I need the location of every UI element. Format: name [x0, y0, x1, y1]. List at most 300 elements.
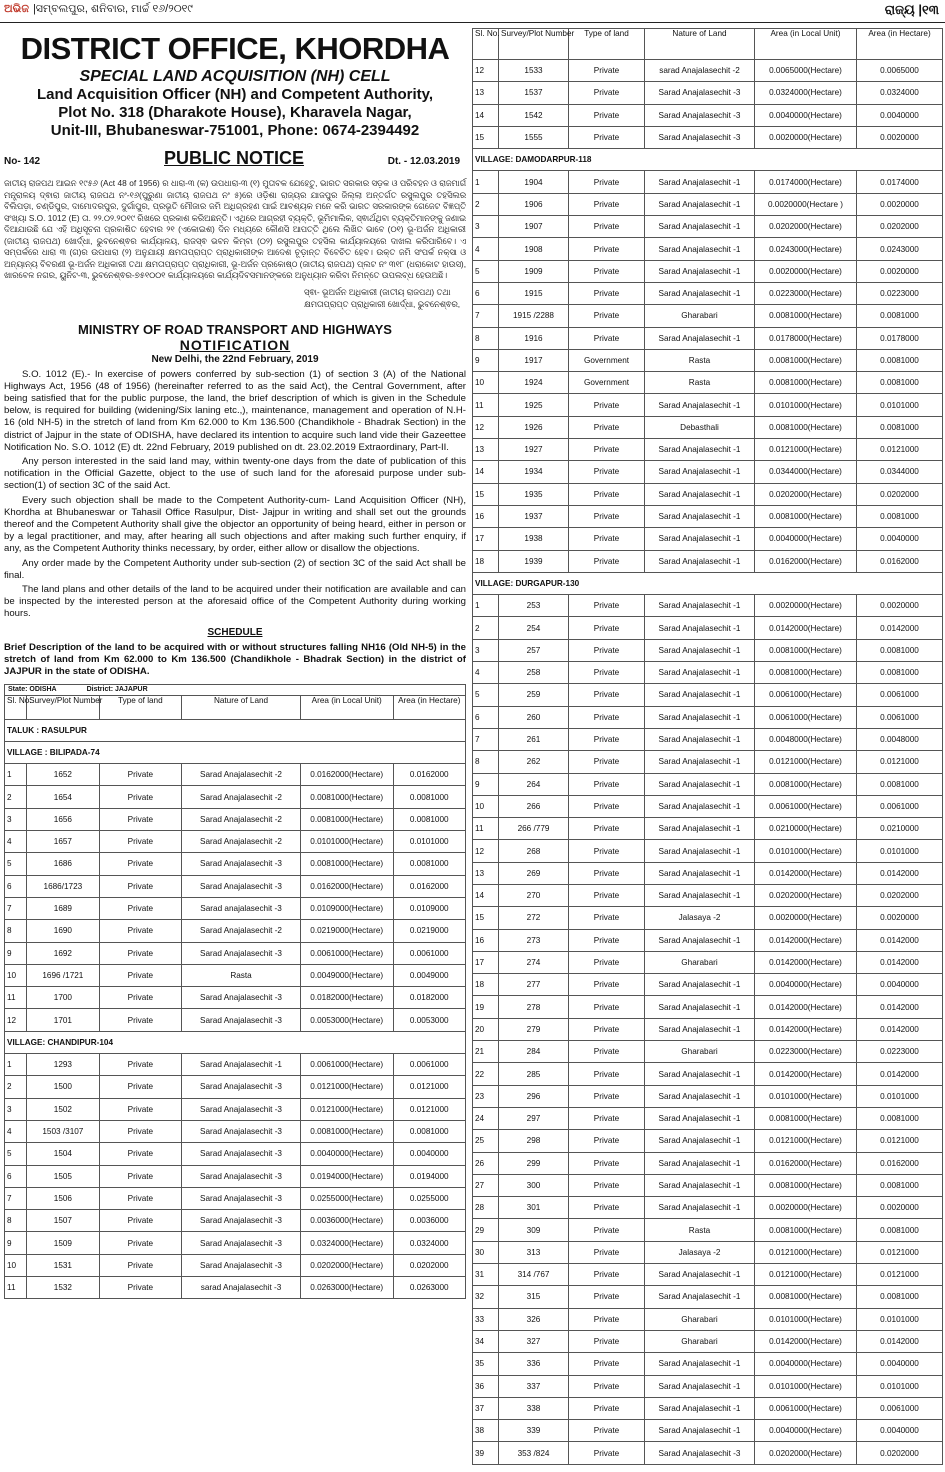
cell-type-of-land: Private [99, 1120, 182, 1142]
cell-area-hectare: 0.0061000 [857, 795, 943, 817]
cell-nature-of-land: Sarad Anajalasechit -1 [645, 818, 755, 840]
cell-nature-of-land: Sarad Anajalasechit -1 [645, 439, 755, 461]
cell-area-local: 0.0081000(Hectare) [755, 349, 857, 371]
cell-nature-of-land: Sarad Anajalasechit -1 [645, 1197, 755, 1219]
table-row [473, 907, 943, 929]
cell-nature-of-land: Gharabari [645, 305, 755, 327]
cell-area-hectare: 0.0081000 [857, 1219, 943, 1241]
table-row [473, 840, 943, 862]
table-row [473, 1264, 943, 1286]
cell-area-hectare: 0.0081000 [857, 416, 943, 438]
cell-type-of-land: Private [569, 82, 645, 104]
cell-type-of-land: Government [569, 349, 645, 371]
cell-sl-no: 31 [473, 1264, 499, 1286]
cell-area-hectare: 0.0324000 [393, 1232, 466, 1254]
cell-sl-no: 9 [5, 1232, 27, 1254]
table-row [473, 1085, 943, 1107]
cell-nature-of-land: Sarad Anajalasechit -3 [182, 1187, 301, 1209]
table-row [473, 238, 943, 260]
cell-survey-plot: 1506 [27, 1187, 99, 1209]
cell-nature-of-land: Sarad Anajalasechit -1 [645, 461, 755, 483]
cell-area-local: 0.0223000(Hectare) [755, 282, 857, 304]
cell-area-hectare: 0.0142000 [857, 1330, 943, 1352]
cell-sl-no: 1 [5, 1054, 27, 1076]
cell-sl-no: 19 [473, 996, 499, 1018]
cell-nature-of-land: Sarad Anajalasechit -3 [182, 1098, 301, 1120]
cell-area-hectare: 0.0121000 [857, 1264, 943, 1286]
cell-nature-of-land: Gharabari [645, 1330, 755, 1352]
cell-area-local: 0.0040000(Hectare) [300, 1143, 393, 1165]
cell-area-hectare: 0.0121000 [393, 1076, 466, 1098]
header-type-of-land: Type of land [99, 695, 182, 719]
cell-area-hectare: 0.0053000 [393, 1009, 466, 1031]
cell-nature-of-land: Sarad Anajalasechit -3 [182, 1009, 301, 1031]
cell-type-of-land: Private [569, 706, 645, 728]
cell-area-hectare: 0.0202000 [857, 1442, 943, 1464]
cell-type-of-land: Private [569, 929, 645, 951]
state-label: State: ODISHA [8, 685, 57, 693]
cell-area-hectare: 0.0081000 [857, 1286, 943, 1308]
cell-survey-plot: 1654 [27, 786, 99, 808]
cell-nature-of-land: Sarad Anajalasechit -1 [645, 684, 755, 706]
cell-nature-of-land: Sarad Anajalasechit -1 [645, 884, 755, 906]
cell-nature-of-land: Sarad Anajalasechit -2 [182, 808, 301, 830]
cell-nature-of-land: Sarad Anajalasechit -1 [645, 639, 755, 661]
table-row [5, 1187, 466, 1209]
cell-area-hectare: 0.0324000 [857, 82, 943, 104]
cell-survey-plot: 337 [499, 1375, 569, 1397]
cell-type-of-land: Private [569, 1018, 645, 1040]
cell-area-hectare: 0.0020000 [857, 595, 943, 617]
cell-nature-of-land: Sarad Anajalasechit -3 [645, 104, 755, 126]
cell-nature-of-land: Sarad Anajalasechit -2 [182, 764, 301, 786]
cell-nature-of-land: Sarad Anajalasechit -3 [645, 1442, 755, 1464]
cell-sl-no: 5 [473, 260, 499, 282]
cell-type-of-land: Private [99, 1143, 182, 1165]
schedule-table-right [472, 28, 943, 1465]
cell-type-of-land: Private [569, 461, 645, 483]
cell-type-of-land: Private [569, 684, 645, 706]
cell-area-local: 0.0081000(Hectare) [300, 786, 393, 808]
cell-survey-plot: 1939 [499, 550, 569, 572]
cell-area-local: 0.0210000(Hectare) [755, 818, 857, 840]
cell-nature-of-land: Sarad Anajalasechit -3 [182, 1210, 301, 1232]
cell-area-local: 0.0202000(Hectare) [300, 1254, 393, 1276]
cell-area-local: 0.0223000(Hectare) [755, 1041, 857, 1063]
table-row [5, 920, 466, 942]
cell-survey-plot: 1652 [27, 764, 99, 786]
village-label: VILLAGE: DAMODARPUR-118 [473, 149, 943, 171]
cell-nature-of-land: Sarad Anajalasechit -3 [182, 853, 301, 875]
cell-nature-of-land: Sarad Anajalasechit -3 [645, 126, 755, 148]
cell-area-hectare: 0.0162000 [393, 875, 466, 897]
cell-area-local: 0.0061000(Hectare) [755, 706, 857, 728]
cell-area-hectare: 0.0081000 [857, 505, 943, 527]
table-row [473, 862, 943, 884]
cell-sl-no: 4 [5, 831, 27, 853]
cell-area-hectare: 0.0121000 [857, 439, 943, 461]
cell-area-local: 0.0061000(Hectare) [755, 795, 857, 817]
cell-type-of-land: Private [99, 831, 182, 853]
cell-nature-of-land: Sarad Anajalasechit -1 [645, 1397, 755, 1419]
cell-type-of-land: Private [569, 104, 645, 126]
cell-area-hectare: 0.0223000 [857, 1041, 943, 1063]
cell-area-local: 0.0243000(Hectare) [755, 238, 857, 260]
table-row [473, 327, 943, 349]
cell-survey-plot: 1909 [499, 260, 569, 282]
table-row [5, 1009, 466, 1031]
cell-nature-of-land: Sarad Anajalasechit -1 [645, 193, 755, 215]
cell-survey-plot: 1686/1723 [27, 875, 99, 897]
table-row [5, 1098, 466, 1120]
cell-survey-plot: 266 /779 [499, 818, 569, 840]
cell-type-of-land: Private [569, 1063, 645, 1085]
cell-area-local: 0.0065000(Hectare) [755, 60, 857, 82]
cell-sl-no: 28 [473, 1197, 499, 1219]
cell-sl-no: 2 [473, 617, 499, 639]
cell-type-of-land: Private [569, 60, 645, 82]
cell-area-local: 0.0081000(Hectare) [755, 1286, 857, 1308]
cell-area-hectare: 0.0081000 [857, 1107, 943, 1129]
cell-survey-plot: 313 [499, 1241, 569, 1263]
notice-number: No- 142 [4, 156, 41, 167]
cell-nature-of-land: Sarad Anajalasechit -1 [645, 706, 755, 728]
table-row [473, 1308, 943, 1330]
cell-nature-of-land: Sarad Anajalasechit -1 [645, 1107, 755, 1129]
cell-survey-plot: 257 [499, 639, 569, 661]
cell-type-of-land: Private [569, 327, 645, 349]
cell-area-hectare: 0.0142000 [857, 996, 943, 1018]
cell-area-local: 0.0020000(Hectare) [755, 260, 857, 282]
cell-sl-no: 37 [473, 1397, 499, 1419]
cell-area-local: 0.0121000(Hectare) [755, 1264, 857, 1286]
cell-area-hectare: 0.0202000 [393, 1254, 466, 1276]
cell-nature-of-land: Sarad Anajalasechit -1 [645, 238, 755, 260]
cell-area-hectare: 0.0081000 [857, 372, 943, 394]
cell-area-local: 0.0219000(Hectare) [300, 920, 393, 942]
cell-nature-of-land: sarad Anajalasechit -2 [645, 60, 755, 82]
cell-type-of-land: Private [569, 1197, 645, 1219]
cell-nature-of-land: Sarad Anajalasechit -1 [645, 1353, 755, 1375]
cell-area-local: 0.0081000(Hectare) [300, 1120, 393, 1142]
cell-sl-no: 13 [473, 439, 499, 461]
cell-sl-no: 5 [473, 684, 499, 706]
table-row [5, 1254, 466, 1276]
cell-area-hectare: 0.0065000 [857, 60, 943, 82]
cell-survey-plot: 1500 [27, 1076, 99, 1098]
cell-sl-no: 4 [473, 662, 499, 684]
table-row [473, 751, 943, 773]
cell-area-local: 0.0081000(Hectare) [755, 372, 857, 394]
cell-sl-no: 11 [473, 394, 499, 416]
cell-type-of-land: Private [569, 818, 645, 840]
cell-area-hectare: 0.0081000 [393, 1120, 466, 1142]
cell-type-of-land: Private [569, 528, 645, 550]
cell-survey-plot: 1502 [27, 1098, 99, 1120]
cell-area-hectare: 0.0101000 [857, 840, 943, 862]
cell-type-of-land: Private [569, 1442, 645, 1464]
cell-nature-of-land: Sarad Anajalasechit -1 [645, 929, 755, 951]
cell-survey-plot: 1927 [499, 439, 569, 461]
cell-area-local: 0.0162000(Hectare) [300, 764, 393, 786]
cell-nature-of-land: Sarad Anajalasechit -1 [645, 862, 755, 884]
cell-type-of-land: Private [99, 1232, 182, 1254]
cell-sl-no: 25 [473, 1130, 499, 1152]
cell-sl-no: 12 [473, 416, 499, 438]
cell-area-hectare: 0.0101000 [857, 394, 943, 416]
cell-area-hectare: 0.0049000 [393, 964, 466, 986]
cell-nature-of-land: Sarad Anajalasechit -1 [645, 974, 755, 996]
cell-type-of-land: Private [569, 795, 645, 817]
cell-survey-plot: 1542 [499, 104, 569, 126]
cell-nature-of-land: Rasta [182, 964, 301, 986]
header-area-local: Area (in Local Unit) [300, 695, 393, 719]
cell-area-local: 0.0053000(Hectare) [300, 1009, 393, 1031]
cell-type-of-land: Private [569, 862, 645, 884]
table-row [473, 439, 943, 461]
table-row [473, 282, 943, 304]
table-row [473, 996, 943, 1018]
cell-type-of-land: Private [569, 1174, 645, 1196]
cell-sl-no: 27 [473, 1174, 499, 1196]
cell-type-of-land: Private [569, 974, 645, 996]
cell-area-hectare: 0.0178000 [857, 327, 943, 349]
cell-survey-plot: 353 /824 [499, 1442, 569, 1464]
cell-survey-plot: 1938 [499, 528, 569, 550]
table-row [473, 216, 943, 238]
cell-nature-of-land: Sarad Anajalasechit -1 [645, 1174, 755, 1196]
table-row [473, 82, 943, 104]
cell-sl-no: 12 [473, 60, 499, 82]
cell-nature-of-land: Sarad Anajalasechit -1 [645, 1085, 755, 1107]
cell-survey-plot: 1555 [499, 126, 569, 148]
cell-survey-plot: 1696 /1721 [27, 964, 99, 986]
cell-type-of-land: Private [99, 1165, 182, 1187]
cell-sl-no: 10 [473, 795, 499, 817]
cell-nature-of-land: Sarad Anajalasechit -2 [182, 786, 301, 808]
cell-type-of-land: Private [569, 394, 645, 416]
cell-area-hectare: 0.0061000 [857, 1397, 943, 1419]
cell-survey-plot: 1505 [27, 1165, 99, 1187]
cell-sl-no: 20 [473, 1018, 499, 1040]
cell-type-of-land: Private [569, 282, 645, 304]
cell-type-of-land: Private [99, 897, 182, 919]
cell-type-of-land: Private [569, 1397, 645, 1419]
cell-survey-plot: 315 [499, 1286, 569, 1308]
cell-type-of-land: Private [99, 1276, 182, 1298]
district-label: District: JAJAPUR [86, 685, 148, 693]
cell-survey-plot: 1537 [499, 82, 569, 104]
notice-header [4, 148, 466, 174]
cell-area-hectare: 0.0040000 [857, 974, 943, 996]
cell-survey-plot: 327 [499, 1330, 569, 1352]
cell-survey-plot: 1504 [27, 1143, 99, 1165]
cell-area-local: 0.0324000(Hectare) [300, 1232, 393, 1254]
cell-nature-of-land: Sarad Anajalasechit -1 [182, 1054, 301, 1076]
cell-area-local: 0.0121000(Hectare) [755, 1241, 857, 1263]
cell-survey-plot: 1656 [27, 808, 99, 830]
cell-sl-no: 23 [473, 1085, 499, 1107]
table-row [473, 528, 943, 550]
masthead-date: |ସମ୍ବଲପୁର, ଶନିବାର, ମାର୍ଚ୍ଚ ୧୬/୨୦୧୯ [32, 3, 193, 15]
cell-title: SPECIAL LAND ACQUISITION (NH) CELL [79, 68, 391, 85]
notice-title: PUBLIC NOTICE [164, 148, 305, 168]
notification-date: New Delhi, the 22nd February, 2019 [151, 353, 319, 365]
cell-survey-plot: 338 [499, 1397, 569, 1419]
cell-type-of-land: Private [569, 1264, 645, 1286]
cell-type-of-land: Private [99, 1076, 182, 1098]
cell-survey-plot: 273 [499, 929, 569, 951]
cell-sl-no: 13 [473, 862, 499, 884]
header-area-hectare: Area (in Hectare) [393, 695, 466, 719]
cell-nature-of-land: Sarad Anajalasechit -1 [645, 1063, 755, 1085]
table-row [473, 126, 943, 148]
cell-survey-plot: 1904 [499, 171, 569, 193]
cell-area-local: 0.0202000(Hectare) [755, 483, 857, 505]
cell-survey-plot: 262 [499, 751, 569, 773]
cell-area-local: 0.0061000(Hectare) [300, 1054, 393, 1076]
cell-area-hectare: 0.0142000 [857, 617, 943, 639]
cell-sl-no: 3 [473, 216, 499, 238]
cell-survey-plot: 296 [499, 1085, 569, 1107]
cell-type-of-land: Private [569, 1107, 645, 1129]
cell-type-of-land: Private [99, 764, 182, 786]
cell-survey-plot: 1531 [27, 1254, 99, 1276]
cell-nature-of-land: Gharabari [645, 1041, 755, 1063]
table-row [473, 929, 943, 951]
cell-area-hectare: 0.0061000 [857, 706, 943, 728]
cell-type-of-land: Private [569, 171, 645, 193]
cell-area-local: 0.0048000(Hectare) [755, 728, 857, 750]
table-row [473, 394, 943, 416]
cell-survey-plot: 259 [499, 684, 569, 706]
cell-nature-of-land: Sarad Anajalasechit -1 [645, 1018, 755, 1040]
cell-nature-of-land: Sarad Anajalasechit -3 [182, 875, 301, 897]
cell-survey-plot: 299 [499, 1152, 569, 1174]
table-row [5, 942, 466, 964]
cell-type-of-land: Private [569, 639, 645, 661]
cell-sl-no: 4 [473, 238, 499, 260]
left-column [4, 28, 466, 1468]
cell-type-of-land: Government [569, 372, 645, 394]
right-column [472, 28, 942, 1468]
cell-area-local: 0.0202000(Hectare) [755, 1442, 857, 1464]
cell-survey-plot: 277 [499, 974, 569, 996]
cell-nature-of-land: Sarad Anajalasechit -1 [645, 282, 755, 304]
cell-area-hectare: 0.0202000 [857, 483, 943, 505]
cell-survey-plot: 1507 [27, 1210, 99, 1232]
table-row [5, 1143, 466, 1165]
cell-sl-no: 15 [473, 907, 499, 929]
table-row [473, 1174, 943, 1196]
header-nature-of-land: Nature of Land [645, 29, 755, 60]
cell-nature-of-land: Sarad Anajalasechit -1 [645, 171, 755, 193]
cell-nature-of-land: Jalasaya -2 [645, 907, 755, 929]
cell-type-of-land: Private [569, 505, 645, 527]
cell-nature-of-land: Sarad Anajalasechit -1 [645, 216, 755, 238]
table-row [5, 897, 466, 919]
village-label: VILLAGE : BILIPADA-74 [5, 741, 466, 763]
cell-survey-plot: 1916 [499, 327, 569, 349]
cell-nature-of-land: Sarad Anajalasechit -3 [182, 1076, 301, 1098]
cell-area-local: 0.0142000(Hectare) [755, 929, 857, 951]
cell-sl-no: 10 [5, 1254, 27, 1276]
table-row [473, 1353, 943, 1375]
cell-area-hectare: 0.0162000 [857, 550, 943, 572]
cell-area-local: 0.0081000(Hectare) [300, 808, 393, 830]
cell-survey-plot: 1503 /3107 [27, 1120, 99, 1142]
table-row [473, 171, 943, 193]
cell-area-local: 0.0061000(Hectare) [300, 942, 393, 964]
cell-survey-plot: 264 [499, 773, 569, 795]
cell-area-hectare: 0.0121000 [857, 751, 943, 773]
header-survey-plot: Survey/Plot Number [27, 695, 99, 719]
cell-area-hectare: 0.0142000 [857, 862, 943, 884]
header-sl-no: Sl. No. [5, 695, 27, 719]
masthead-section: ରାଜ୍ୟ |୧୩ [884, 2, 939, 17]
cell-area-hectare: 0.0040000 [857, 528, 943, 550]
table-row [5, 764, 466, 786]
cell-nature-of-land: Sarad Anajalasechit -3 [182, 987, 301, 1009]
cell-survey-plot: 1509 [27, 1232, 99, 1254]
cell-survey-plot: 336 [499, 1353, 569, 1375]
cell-type-of-land: Private [569, 751, 645, 773]
cell-area-local: 0.0142000(Hectare) [755, 862, 857, 884]
cell-survey-plot: 274 [499, 951, 569, 973]
cell-sl-no: 7 [5, 1187, 27, 1209]
table-header-row [5, 695, 466, 719]
cell-area-hectare: 0.0081000 [857, 305, 943, 327]
cell-nature-of-land: Sarad Anajalasechit -2 [182, 920, 301, 942]
table-row [5, 786, 466, 808]
cell-nature-of-land: Sarad Anajalasechit -3 [645, 82, 755, 104]
cell-area-local: 0.0081000(Hectare) [755, 1107, 857, 1129]
cell-area-hectare: 0.0036000 [393, 1210, 466, 1232]
cell-nature-of-land: Gharabari [645, 1308, 755, 1330]
table-body-left [5, 719, 466, 1299]
table-row [5, 1076, 466, 1098]
masthead-brand: ଅଭିଜ [4, 3, 29, 15]
cell-nature-of-land: Sarad Anajalasechit -3 [182, 1143, 301, 1165]
table-row [473, 416, 943, 438]
table-row [473, 818, 943, 840]
cell-area-hectare: 0.0081000 [857, 639, 943, 661]
cell-sl-no: 24 [473, 1107, 499, 1129]
odia-signature-line-2: କ୍ଷମତାପ୍ରାପ୍ତ ପ୍ରାଧିକାରୀ ଖୋର୍ଦ୍ଧା, ଭୁବନେଶ୍ଵର, [304, 298, 461, 309]
cell-sl-no: 6 [5, 875, 27, 897]
cell-area-hectare: 0.0081000 [857, 662, 943, 684]
cell-sl-no: 14 [473, 884, 499, 906]
cell-survey-plot: 1908 [499, 238, 569, 260]
cell-sl-no: 2 [5, 786, 27, 808]
cell-area-local: 0.0081000(Hectare) [755, 773, 857, 795]
cell-nature-of-land: Sarad Anajalasechit -1 [645, 996, 755, 1018]
cell-area-local: 0.0162000(Hectare) [300, 875, 393, 897]
cell-sl-no: 10 [473, 372, 499, 394]
schedule-description: Brief Description of the land to be acquired with or without structures falling NH16 (Old NH-5) in the stretch of land from Km 62.000 to Km 136.500 (Chandikhole - Bhadrak Section) in the district of JAJPUR in the state of ODISHA. [4, 641, 466, 677]
cell-survey-plot: 298 [499, 1130, 569, 1152]
cell-survey-plot: 339 [499, 1420, 569, 1442]
cell-area-hectare: 0.0048000 [857, 728, 943, 750]
table-row [5, 831, 466, 853]
cell-area-local: 0.0049000(Hectare) [300, 964, 393, 986]
table-row [473, 1420, 943, 1442]
cell-area-hectare: 0.0243000 [857, 238, 943, 260]
cell-area-hectare: 0.0142000 [857, 951, 943, 973]
cell-survey-plot: 1915 [499, 282, 569, 304]
cell-survey-plot: 309 [499, 1219, 569, 1241]
cell-nature-of-land: Sarad Anajalasechit -1 [645, 751, 755, 773]
